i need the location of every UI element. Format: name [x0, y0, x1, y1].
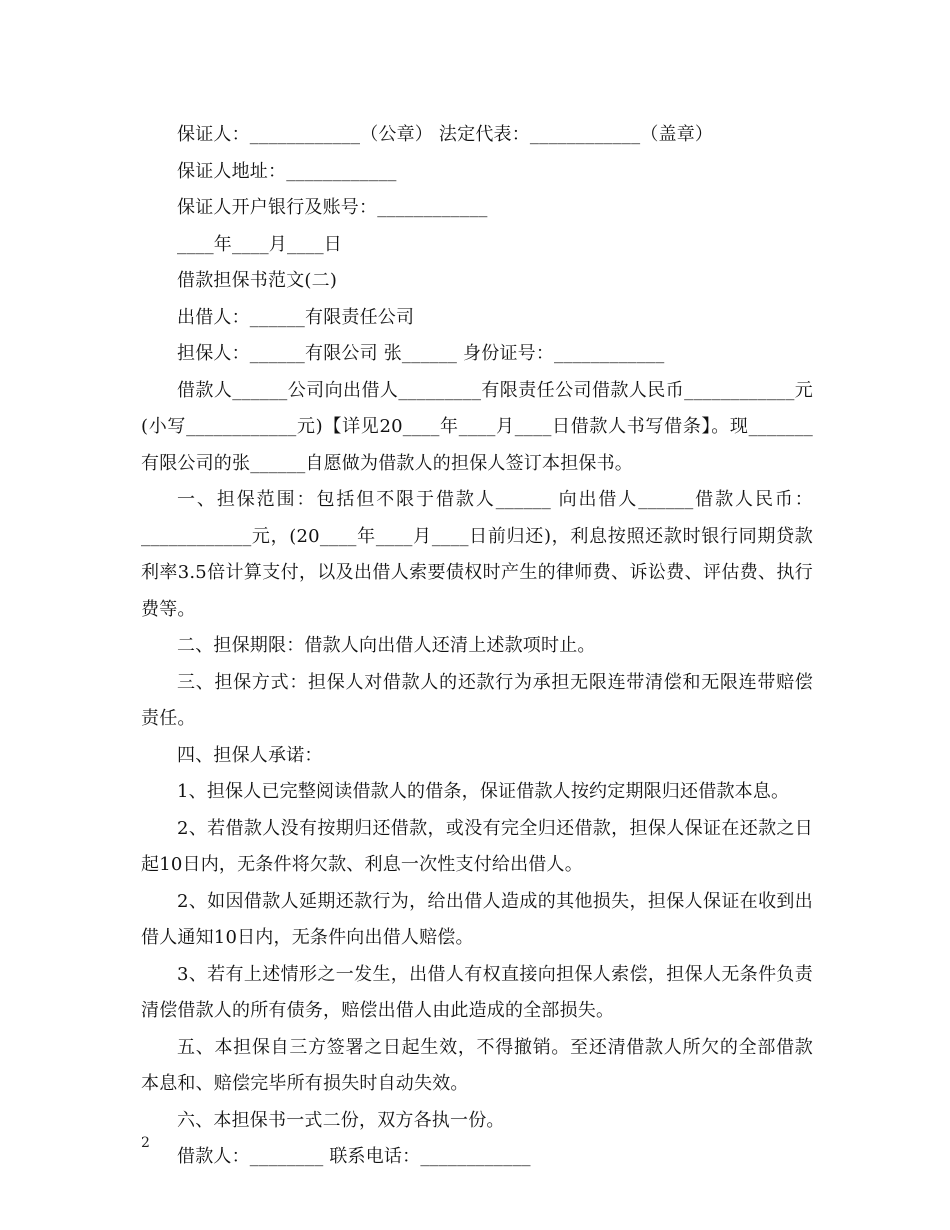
- document-body: [141, 117, 813, 1176]
- effectiveness-paragraph: 五、本担保自三方签署之日起生效，不得撤销。至还清借款人所欠的全部借款本息和、赔偿完毕所有损失时自动失效。: [141, 1036, 813, 1094]
- loan-statement-paragraph: 借款人______公司向出借人_________有限责任公司借款人民币____________元(小写____________元)【详见20____年____月____日借款人书写借条】。现_______有限公司的张______自愿做为借款人的担保人签订本担保书。: [141, 379, 813, 474]
- guarantee-period-paragraph: 二、担保期限：借款人向出借人还清上述款项时止。: [177, 635, 596, 656]
- date-line: ____年____月____日: [177, 233, 342, 255]
- section-title: 借款担保书范文(二): [177, 270, 338, 291]
- lender-line: 出借人：______有限责任公司: [177, 306, 415, 328]
- guarantee-scope-paragraph: 一、担保范围：包括但不限于借款人______ 向出借人______借款人民币：____________元，(20____年____月____日前归还)，利息按照还款时银行同期贷款利率3.5倍计算支付，以及出借人索要债权时产生的律师费、诉讼费、评估费、执行费等。: [141, 489, 813, 620]
- guarantor-commitment-heading: 四、担保人承诺：: [177, 744, 323, 766]
- guarantor-address-line: 保证人地址：____________: [177, 160, 397, 182]
- guarantor-signature-line: 保证人：____________（公章） 法定代表：____________（盖章）: [177, 124, 714, 145]
- commitment-item-1: 1、担保人已完整阅读借款人的借条，保证借款人按约定期限归还借款本息。: [177, 781, 790, 802]
- guarantor-bank-account-line: 保证人开户银行及账号：____________: [177, 197, 488, 218]
- guarantor-line: 担保人：______有限公司 张______ 身份证号：____________: [177, 343, 665, 364]
- commitment-item-3: 3、若有上述情形之一发生，出借人有权直接向担保人索偿，担保人无条件负责清偿借款人的所有债务，赔偿出借人由此造成的全部损失。: [141, 963, 813, 1021]
- guarantee-method-paragraph: 三、担保方式：担保人对借款人的还款行为承担无限连带清偿和无限连带赔偿责任。: [141, 671, 813, 729]
- commitment-item-2b: 2、如因借款人延期还款行为，给出借人造成的其他损失，担保人保证在收到出借人通知10日内，无条件向出借人赔偿。: [141, 890, 813, 948]
- commitment-item-2: 2、若借款人没有按期归还借款，或没有完全归还借款，担保人保证在还款之日起10日内，无条件将欠款、利息一次性支付给出借人。: [141, 817, 813, 875]
- page-number: 2: [141, 1135, 150, 1151]
- borrower-contact-line: 借款人：________ 联系电话：____________: [177, 1146, 531, 1167]
- copies-paragraph: 六、本担保书一式二份，双方各执一份。: [177, 1109, 505, 1131]
